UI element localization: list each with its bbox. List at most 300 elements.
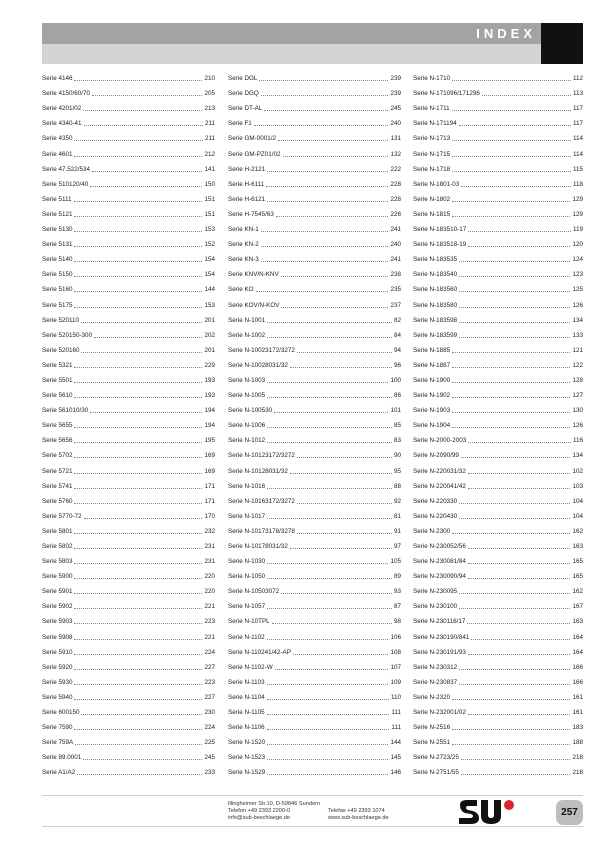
dot-leader: [267, 382, 388, 383]
dot-leader: [281, 276, 389, 277]
index-entry: [413, 204, 583, 219]
dot-leader: [468, 714, 571, 715]
index-entry: [413, 460, 583, 475]
entry-name: Serie 520110: [42, 316, 79, 324]
entry-name: Serie 5741: [42, 482, 73, 490]
entry-page-number: 121: [572, 346, 583, 354]
entry-name: Serie 510120/40: [42, 180, 89, 188]
entry-page-number: 152: [204, 241, 215, 249]
entry-name: Serie 5610: [42, 392, 73, 400]
dot-leader: [74, 488, 202, 489]
entry-page-number: 124: [572, 256, 583, 264]
index-entry: [228, 370, 401, 385]
entry-name: Serie N-220330: [413, 497, 458, 505]
entry-name: Serie 5801: [42, 527, 73, 535]
index-entry: [42, 672, 215, 687]
index-entry: [42, 476, 215, 491]
dot-leader: [452, 367, 570, 368]
dot-leader: [459, 684, 570, 685]
index-entry: [228, 536, 401, 551]
index-entry: [42, 98, 215, 113]
index-entry: [42, 732, 215, 747]
dot-leader: [74, 276, 202, 277]
entry-page-number: 169: [204, 467, 215, 475]
index-entry: [228, 264, 401, 279]
entry-name: Serie N-171194: [413, 120, 457, 128]
dot-leader: [461, 774, 571, 775]
entry-name: Serie N-1902: [413, 392, 451, 400]
index-entry: [42, 702, 215, 717]
entry-name: Serie N-2723/25: [413, 754, 459, 762]
entry-page-number: 89: [393, 573, 401, 581]
index-entry: [413, 370, 583, 385]
index-entry: [228, 98, 401, 113]
entry-page-number: 115: [572, 165, 583, 173]
dot-leader: [83, 110, 202, 111]
entry-name: Serie N-171096/171296: [413, 90, 480, 98]
entry-page-number: 144: [390, 739, 401, 747]
entry-name: Serie N-230116/17: [413, 618, 466, 626]
entry-page-number: 213: [204, 105, 215, 113]
dot-leader: [74, 578, 202, 579]
entry-page-number: 130: [572, 407, 583, 415]
entry-name: Serie 5131: [42, 241, 73, 249]
entry-name: Serie 5721: [42, 467, 73, 475]
entry-page-number: 93: [393, 588, 401, 596]
entry-name: Serie KN-1: [228, 226, 259, 234]
entry-page-number: 241: [390, 226, 401, 234]
index-entry: [42, 355, 215, 370]
entry-name: Serie N-1529: [228, 769, 266, 777]
entry-name: Serie 5802: [42, 543, 73, 550]
entry-name: Serie N-10178031/32: [228, 543, 288, 550]
index-entry: [42, 747, 215, 762]
index-entry: [413, 611, 583, 626]
entry-name: Serie DGQ: [228, 90, 259, 98]
entry-name: Serie 5940: [42, 693, 73, 701]
index-entry: [413, 219, 583, 234]
entry-page-number: 218: [572, 754, 583, 762]
entry-name: Serie 5908: [42, 633, 73, 641]
entry-name: Serie N-1718: [413, 165, 451, 173]
index-entry: [228, 400, 401, 415]
entry-page-number: 194: [204, 407, 215, 415]
entry-page-number: 129: [572, 195, 583, 203]
entry-name: Serie N-183540: [413, 271, 458, 279]
entry-name: Serie N-1711: [413, 105, 450, 113]
index-entry: [228, 460, 401, 475]
entry-name: Serie 520150-300: [42, 331, 93, 339]
entry-page-number: 102: [572, 467, 583, 475]
dot-leader: [77, 774, 202, 775]
dot-leader: [267, 744, 388, 745]
entry-name: Serie 5130: [42, 226, 73, 234]
index-entry: [228, 159, 401, 174]
entry-page-number: 240: [390, 241, 401, 249]
entry-name: Serie 5803: [42, 558, 73, 566]
dot-leader: [74, 503, 202, 504]
entry-page-number: 126: [572, 301, 583, 309]
index-entry: [42, 83, 215, 98]
entry-name: Serie N-1713: [413, 135, 451, 143]
dot-leader: [267, 729, 390, 730]
index-entry: [413, 747, 583, 762]
entry-name: Serie H-7545/63: [228, 210, 274, 218]
dot-leader: [264, 110, 388, 111]
index-entry: [228, 113, 401, 128]
dot-leader: [267, 639, 389, 640]
entry-name: Serie N-1815: [413, 210, 451, 218]
dot-leader: [461, 186, 571, 187]
entry-page-number: 112: [572, 75, 583, 83]
header-bottom-band: [42, 44, 541, 64]
dot-leader: [74, 654, 202, 655]
footer-divider-top: [42, 795, 583, 796]
dot-leader: [459, 276, 570, 277]
dot-leader: [254, 125, 389, 126]
dot-leader: [90, 186, 202, 187]
dot-leader: [452, 427, 570, 428]
dot-leader: [452, 201, 570, 202]
address-text: Illingheimer Str.10, D-59846 Sundern: [228, 801, 321, 807]
entry-page-number: 231: [204, 558, 215, 566]
email-link[interactable]: info@sub-beschlaege.de: [228, 815, 290, 821]
index-entry: [413, 68, 583, 83]
entry-page-number: 170: [204, 512, 215, 520]
entry-name: Serie N-1887: [413, 361, 451, 369]
entry-name: Serie F1: [228, 120, 252, 128]
web-link[interactable]: www.sub-beschlaege.de: [328, 815, 389, 821]
entry-page-number: 92: [393, 497, 401, 505]
dot-leader: [276, 216, 389, 217]
entry-name: Serie 47.522/534: [42, 165, 90, 173]
entry-page-number: 162: [572, 588, 583, 596]
dot-leader: [297, 503, 392, 504]
entry-page-number: 163: [572, 543, 583, 550]
entry-name: Serie 5930: [42, 678, 73, 686]
entry-name: Serie N-1016: [228, 482, 266, 490]
entry-page-number: 220: [204, 573, 215, 581]
entry-name: Serie 5321: [42, 361, 73, 369]
entry-name: Serie N-1102-W: [228, 663, 273, 671]
index-entry: [42, 249, 215, 264]
entry-page-number: 84: [393, 331, 401, 339]
entry-page-number: 100: [390, 376, 401, 384]
entry-page-number: 230: [204, 709, 215, 717]
index-entry: [228, 551, 401, 566]
entry-name: Serie N-220031/32: [413, 467, 466, 475]
index-entry: [42, 687, 215, 702]
dot-leader: [267, 427, 392, 428]
dot-leader: [74, 729, 202, 730]
entry-name: Serie 5770-72: [42, 512, 82, 520]
dot-leader: [468, 548, 571, 549]
dot-leader: [452, 533, 570, 534]
index-entry: [413, 566, 583, 581]
index-entry: [413, 234, 583, 249]
index-entry: [42, 400, 215, 415]
entry-page-number: 231: [204, 543, 215, 550]
entry-page-number: 153: [204, 226, 215, 234]
entry-page-number: 94: [393, 346, 401, 354]
index-entry: [413, 476, 583, 491]
entry-name: Serie 5901: [42, 588, 73, 596]
entry-page-number: 161: [572, 693, 583, 701]
entry-name: Serie DGL: [228, 75, 258, 83]
dot-leader: [281, 307, 388, 308]
dot-leader: [267, 578, 392, 579]
index-entry: [413, 702, 583, 717]
entry-name: Serie N-1903: [413, 407, 451, 415]
entry-name: Serie N-220430: [413, 512, 458, 520]
entry-page-number: 166: [572, 678, 583, 686]
dot-leader: [90, 412, 202, 413]
dot-leader: [468, 246, 570, 247]
entry-page-number: 227: [204, 693, 215, 701]
index-entry: [42, 430, 215, 445]
index-entry: [228, 762, 401, 777]
index-entry: [42, 762, 215, 777]
entry-page-number: 212: [204, 150, 215, 158]
entry-name: Serie H-2121: [228, 165, 266, 173]
index-entry: [413, 506, 583, 521]
index-entry: [413, 174, 583, 189]
entry-name: Serie 89.0001: [42, 754, 82, 762]
entry-name: Serie 5903: [42, 618, 73, 626]
dot-leader: [74, 307, 202, 308]
index-entry: [413, 113, 583, 128]
dot-leader: [459, 261, 570, 262]
dot-leader: [272, 623, 392, 624]
dot-leader: [482, 95, 571, 96]
entry-name: Serie N-1715: [413, 150, 451, 158]
entry-page-number: 150: [204, 180, 215, 188]
index-entry: [42, 219, 215, 234]
sub-logo: [457, 799, 517, 825]
entry-page-number: 240: [390, 120, 401, 128]
entry-name: Serie 5655: [42, 422, 73, 430]
contact-block: [228, 801, 389, 822]
dot-leader: [74, 231, 202, 232]
entry-page-number: 154: [204, 256, 215, 264]
dot-leader: [267, 337, 392, 338]
entry-name: Serie 5910: [42, 648, 73, 656]
index-entry: [228, 491, 401, 506]
entry-name: Serie N-183518-19: [413, 241, 467, 249]
entry-name: Serie N-110241/42-AP: [228, 648, 291, 656]
index-column-2: [228, 68, 401, 777]
entry-name: Serie N-1885: [413, 346, 451, 354]
dot-leader: [267, 518, 392, 519]
dot-leader: [74, 639, 202, 640]
entry-page-number: 228: [390, 180, 401, 188]
entry-page-number: 104: [572, 497, 583, 505]
index-column-1: [42, 68, 215, 777]
entry-name: Serie 5760: [42, 497, 73, 505]
entry-name: Serie N-1710: [413, 75, 451, 83]
entry-page-number: 235: [390, 286, 401, 294]
entry-name: Serie N-1006: [228, 422, 266, 430]
index-entry: [228, 128, 401, 143]
entry-name: Serie N-10173178/3278: [228, 527, 295, 535]
dot-leader: [259, 80, 388, 81]
dot-leader: [275, 669, 389, 670]
index-entry: [42, 68, 215, 83]
entry-page-number: 221: [204, 603, 215, 611]
entry-page-number: 90: [393, 452, 401, 460]
entry-name: Serie N-220041/42: [413, 482, 466, 490]
entry-page-number: 114: [572, 150, 583, 158]
dot-leader: [74, 699, 202, 700]
footer-divider-bottom: [42, 826, 583, 827]
entry-page-number: 119: [572, 226, 583, 234]
entry-page-number: 171: [204, 497, 215, 505]
dot-leader: [452, 352, 570, 353]
entry-page-number: 226: [390, 210, 401, 218]
dot-leader: [267, 442, 392, 443]
dot-leader: [293, 654, 389, 655]
entry-page-number: 245: [390, 105, 401, 113]
entry-name: Serie N-1104: [228, 693, 265, 701]
dot-leader: [74, 548, 202, 549]
entry-page-number: 101: [390, 407, 401, 415]
entry-page-number: 91: [393, 527, 401, 535]
entry-name: Serie N-2000-2003: [413, 437, 467, 445]
dot-leader: [81, 322, 202, 323]
index-entry: [413, 325, 583, 340]
index-entry: [228, 385, 401, 400]
index-entry: [228, 506, 401, 521]
entry-name: Serie 4146: [42, 75, 73, 83]
dot-leader: [452, 382, 570, 383]
dot-leader: [452, 171, 571, 172]
entry-name: Serie N-183598: [413, 316, 458, 324]
index-entry: [228, 430, 401, 445]
index-entry: [42, 294, 215, 309]
entry-name: Serie 5150: [42, 271, 73, 279]
index-columns: [42, 68, 583, 777]
entry-page-number: 222: [390, 165, 401, 173]
index-entry: [42, 506, 215, 521]
entry-page-number: 103: [572, 482, 583, 490]
dot-leader: [471, 639, 570, 640]
entry-name: Serie 5702: [42, 452, 73, 460]
entry-name: Serie N-230100: [413, 603, 458, 611]
index-entry: [228, 476, 401, 491]
index-entry: [42, 626, 215, 641]
entry-page-number: 194: [204, 422, 215, 430]
entry-page-number: 169: [204, 452, 215, 460]
index-entry: [42, 536, 215, 551]
dot-leader: [468, 578, 571, 579]
index-entry: [228, 219, 401, 234]
dot-leader: [74, 246, 202, 247]
entry-page-number: 245: [204, 754, 215, 762]
entry-name: Serie N-232001/02: [413, 709, 466, 717]
entry-page-number: 224: [204, 724, 215, 732]
page-number-badge: 257: [556, 800, 583, 825]
dot-leader: [459, 593, 570, 594]
dot-leader: [267, 774, 388, 775]
index-entry: [413, 143, 583, 158]
entry-page-number: 106: [390, 633, 401, 641]
dot-leader: [74, 442, 202, 443]
index-entry: [413, 385, 583, 400]
dot-leader: [278, 140, 389, 141]
entry-name: Serie N-10TPL: [228, 618, 270, 626]
dot-leader: [461, 759, 571, 760]
index-entry: [228, 249, 401, 264]
entry-name: Serie KO: [228, 286, 254, 294]
entry-page-number: 183: [572, 724, 583, 732]
dot-leader: [74, 457, 202, 458]
entry-name: Serie N-1005: [228, 392, 266, 400]
entry-page-number: 108: [390, 648, 401, 656]
index-entry: [228, 204, 401, 219]
entry-page-number: 241: [390, 256, 401, 264]
dot-leader: [267, 322, 392, 323]
header-black-square: [541, 23, 583, 64]
entry-page-number: 228: [390, 195, 401, 203]
index-entry: [228, 355, 401, 370]
dot-leader: [459, 503, 570, 504]
index-entry: [42, 460, 215, 475]
entry-page-number: 116: [572, 437, 583, 445]
logo-s-shape: [459, 800, 479, 824]
entry-page-number: 161: [572, 709, 583, 717]
entry-page-number: 193: [204, 376, 215, 384]
entry-name: Serie N-183560: [413, 286, 458, 294]
index-entry: [413, 128, 583, 143]
dot-leader: [281, 593, 392, 594]
dot-leader: [459, 608, 570, 609]
index-entry: [228, 581, 401, 596]
entry-name: Serie N-1002: [228, 331, 266, 339]
dot-leader: [452, 744, 570, 745]
index-entry: [42, 491, 215, 506]
entry-name: Serie N-230090/94: [413, 573, 466, 581]
entry-name: Serie 4601: [42, 150, 73, 158]
entry-name: Serie N-183599: [413, 331, 458, 339]
entry-name: Serie N-1801-03: [413, 180, 460, 188]
index-entry: [42, 204, 215, 219]
entry-page-number: 110: [390, 693, 401, 701]
entry-name: Serie KOV/N-KOV: [228, 301, 280, 309]
index-entry: [42, 159, 215, 174]
entry-page-number: 166: [572, 663, 583, 671]
entry-page-number: 201: [204, 316, 215, 324]
index-entry: [228, 189, 401, 204]
index-entry: [413, 732, 583, 747]
entry-page-number: 153: [204, 301, 215, 309]
index-entry: [413, 581, 583, 596]
entry-name: Serie N-1030: [228, 558, 266, 566]
dot-leader: [468, 563, 571, 564]
entry-page-number: 171: [204, 482, 215, 490]
entry-name: Serie GM-PZ01/02: [228, 150, 281, 158]
dot-leader: [74, 427, 202, 428]
entry-page-number: 144: [204, 286, 215, 294]
entry-name: Serie N-1103: [228, 678, 265, 686]
dot-leader: [452, 412, 570, 413]
entry-page-number: 188: [572, 739, 583, 747]
entry-name: Serie 4201/02: [42, 105, 82, 113]
index-entry: [42, 340, 215, 355]
dot-leader: [274, 412, 388, 413]
dot-leader: [467, 623, 570, 624]
dot-leader: [74, 684, 202, 685]
entry-page-number: 146: [390, 769, 401, 777]
